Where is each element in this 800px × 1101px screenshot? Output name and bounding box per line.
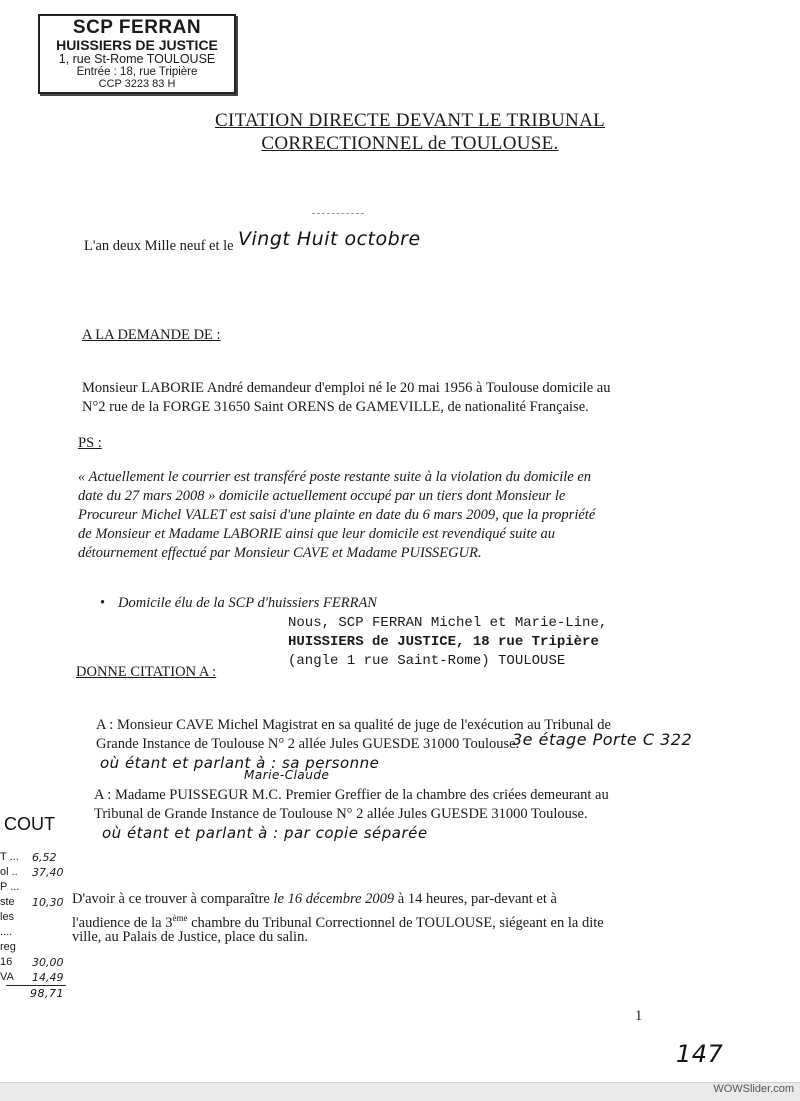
appearance-line-2-sup: ème xyxy=(172,913,188,923)
cost-row xyxy=(0,940,70,955)
document-title-line2: CORRECTIONNEL de TOULOUSE. xyxy=(261,133,559,154)
cost-row-label: 16 xyxy=(0,956,13,968)
appearance-line-1-end: à 14 heures, par-devant et à xyxy=(394,891,557,907)
huissier-stamp-line-2: HUISSIERS de JUSTICE, 18 rue Tripière xyxy=(288,634,599,650)
cost-row xyxy=(0,880,70,895)
stamp-address: 1, rue St-Rome TOULOUSE xyxy=(58,52,216,66)
citation-a1-line-1: A : Monsieur CAVE Michel Magistrat en sa qualité de juge de l'exécution au Tribunal de xyxy=(96,717,611,733)
ps-heading: PS : xyxy=(78,435,102,451)
stamp-title: HUISSIERS DE JUSTICE xyxy=(56,37,218,53)
ps-line-2: date du 27 mars 2008 » domicile actuellement occupé par un tiers dont Monsieur le xyxy=(78,488,566,504)
ps-line-4: de Monsieur et Madame LABORIE ainsi que leur domicile est revendiqué suite au xyxy=(78,526,556,542)
cost-row-label: P ... xyxy=(0,881,20,893)
citation-a1-hand-right: 3e étage Porte C 322 xyxy=(512,730,693,749)
citation-a2-line-2: Tribunal de Grande Instance de Toulouse N° 2 allée Jules GUESDE 31000 Toulouse. xyxy=(94,806,588,822)
ps-line-1: « Actuellement le courrier est transféré poste restante suite à la violation du domicile en xyxy=(78,469,592,485)
stamp-firm: SCP FERRAN xyxy=(72,17,202,38)
demand-line-2: N°2 rue de la FORGE 31650 Saint ORENS de GAMEVILLE, de nationalité Française. xyxy=(82,399,589,415)
demand-line-1: Monsieur LABORIE André demandeur d'emploi né le 20 mai 1956 à Toulouse domicile au xyxy=(82,380,611,396)
appearance-line-3: ville, au Palais de Justice, place du salin. xyxy=(72,929,308,945)
cost-row-value: 37,40 xyxy=(32,866,64,879)
cost-row-value: 6,52 xyxy=(32,851,57,864)
appearance-date: le 16 décembre 2009 xyxy=(273,891,395,907)
huissier-stamp-line-3: (angle 1 rue Saint-Rome) TOULOUSE xyxy=(288,653,566,669)
cost-row xyxy=(0,925,70,940)
domicile-bullet: • xyxy=(100,595,106,611)
handwritten-page-number: 147 xyxy=(676,1040,724,1068)
cost-row xyxy=(0,865,70,880)
cost-row xyxy=(0,955,70,970)
citation-a1-hand-line: où étant et parlant à : sa personne xyxy=(100,754,380,772)
document-title-line1: CITATION DIRECTE DEVANT LE TRIBUNAL xyxy=(214,110,605,131)
citation-a1-line-2: Grande Instance de Toulouse N° 2 allée Jules GUESDE 31000 Toulouse. xyxy=(96,736,520,752)
appearance-line-1 xyxy=(72,889,557,909)
demand-heading: A LA DEMANDE DE : xyxy=(82,327,221,343)
cost-row-label: T ... xyxy=(0,851,19,863)
cost-row-label: les xyxy=(0,911,15,923)
cost-total-rule xyxy=(6,985,66,986)
firm-stamp xyxy=(38,14,236,94)
citation-heading: DONNE CITATION A : xyxy=(76,664,217,680)
page-number: 1 xyxy=(635,1008,643,1024)
cost-row xyxy=(0,970,70,985)
cost-heading: COUT xyxy=(4,814,55,834)
cost-total: 98,71 xyxy=(30,987,64,1000)
cost-row xyxy=(0,895,70,910)
stamp-ccp: CCP 3223 83 H xyxy=(98,78,176,90)
ps-line-3: Procureur Michel VALET est saisi d'une plainte en date du 6 mars 2009, que la propriété xyxy=(78,507,596,523)
stamp-entrance: Entrée : 18, rue Tripière xyxy=(76,66,198,78)
appearance-line-1-start: D'avoir à ce trouver à comparaître xyxy=(72,891,274,907)
cost-row xyxy=(0,910,70,925)
huissier-stamp-line-1: Nous, SCP FERRAN Michel et Marie-Line, xyxy=(288,615,608,631)
domicile-text: Domicile élu de la SCP d'huissiers FERRAN xyxy=(118,595,377,611)
appearance-line-2-end: chambre du Tribunal Correctionnel de TOULOUSE, siégeant en la dite xyxy=(187,914,604,931)
citation-a2-hand-line: où étant et parlant à : par copie séparée xyxy=(102,824,428,842)
citation-a1-hand-name: Marie-Claude xyxy=(244,768,330,782)
watermark: WOWSlider.com xyxy=(713,1083,794,1095)
cost-row-label: reg xyxy=(0,941,16,953)
cost-row-label: VA xyxy=(0,971,14,983)
cost-row-label: ol .. xyxy=(0,866,18,878)
cost-row-label: ste xyxy=(0,896,15,908)
cost-row-value: 14,49 xyxy=(32,971,64,984)
watermark-bar xyxy=(0,1082,800,1101)
citation-a2-line-1: A : Madame PUISSEGUR M.C. Premier Greffier de la chambre des criées demeurant au xyxy=(94,787,609,803)
cost-row-label: .... xyxy=(0,926,13,938)
cost-row xyxy=(0,850,70,865)
cost-row-value: 10,30 xyxy=(32,896,64,909)
ps-line-5: détournement effectué par Monsieur CAVE et Madame PUISSEGUR. xyxy=(78,545,482,561)
date-printed: L'an deux Mille neuf et le xyxy=(84,238,234,254)
appearance-line-2-start: l'audience de la 3 xyxy=(72,914,173,931)
divider-mark xyxy=(312,213,364,214)
date-handwritten: Vingt Huit octobre xyxy=(238,228,421,250)
cost-row-value: 30,00 xyxy=(32,956,64,969)
